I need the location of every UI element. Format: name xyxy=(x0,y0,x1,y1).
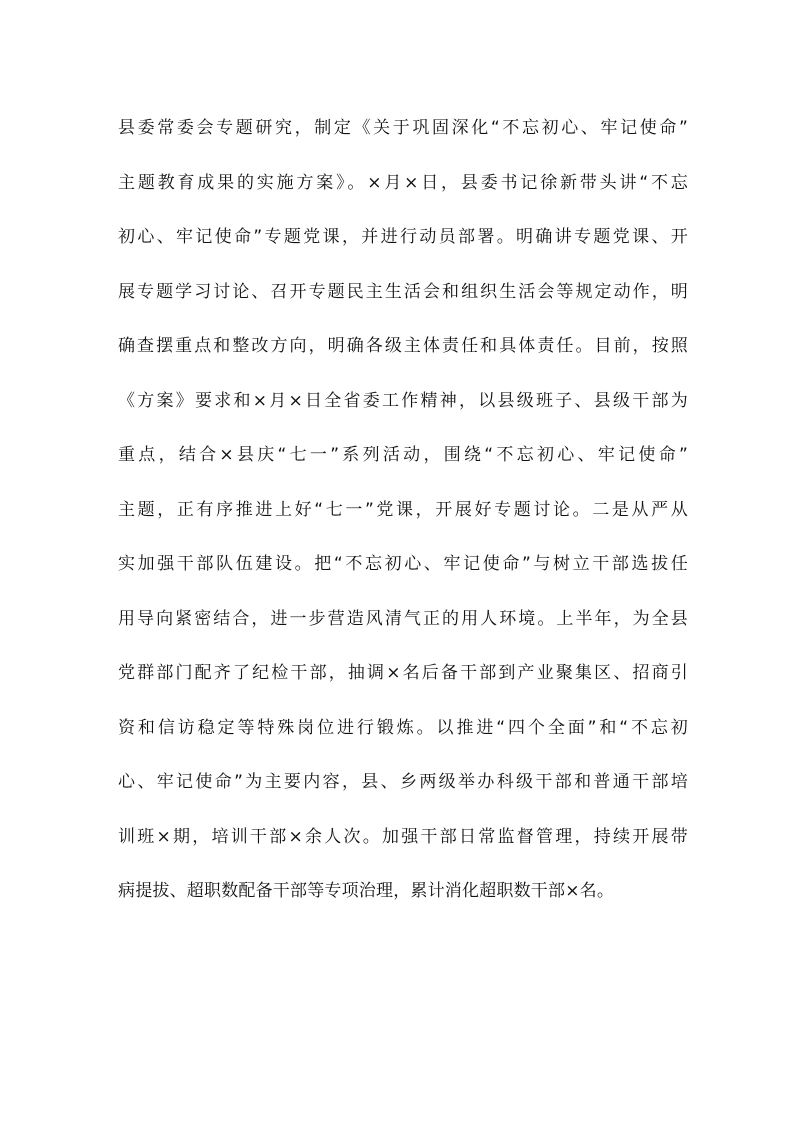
text-line: 初心、牢记使命”专题党课，并进行动员部署。明确讲专题党课、开 xyxy=(118,227,688,247)
text-line: 县委常委会专题研究，制定《关于巩固深化“不忘初心、牢记使命” xyxy=(118,118,688,138)
text-line: 心、牢记使命”为主要内容，县、乡两级举办科级干部和普通干部培 xyxy=(118,772,688,792)
text-line: 实加强干部队伍建设。把“不忘初心、牢记使命”与树立干部选拔任 xyxy=(118,554,688,574)
text-line: 重点，结合×县庆“七一”系列活动，围绕“不忘初心、牢记使命” xyxy=(118,445,688,465)
text-line: 用导向紧密结合，进一步营造风清气正的用人环境。上半年，为全县 xyxy=(118,608,688,629)
body-paragraph xyxy=(118,113,688,931)
text-line-last: 病提拔、超职数配备干部等专项治理，累计消化超职数干部×名。 xyxy=(118,881,615,901)
text-line: 展专题学习讨论、召开专题民主生活会和组织生活会等规定动作，明 xyxy=(118,281,688,302)
text-line: 主题教育成果的实施方案》。×月×日，县委书记徐新带头讲“不忘 xyxy=(118,172,688,193)
text-line: 主题，正有序推进上好“七一”党课，开展好专题讨论。二是从严从 xyxy=(118,499,688,520)
text-line: 确查摆重点和整改方向，明确各级主体责任和具体责任。目前，按照 xyxy=(118,336,688,356)
text-line: 党群部门配齐了纪检干部，抽调×名后备干部到产业聚集区、招商引 xyxy=(118,663,688,683)
text-line: 《方案》要求和×月×日全省委工作精神，以县级班子、县级干部为 xyxy=(118,390,688,411)
text-line: 训班×期，培训干部×余人次。加强干部日常监督管理，持续开展带 xyxy=(118,826,688,847)
text-line: 资和信访稳定等特殊岗位进行锻炼。以推进“四个全面”和“不忘初 xyxy=(118,717,688,738)
